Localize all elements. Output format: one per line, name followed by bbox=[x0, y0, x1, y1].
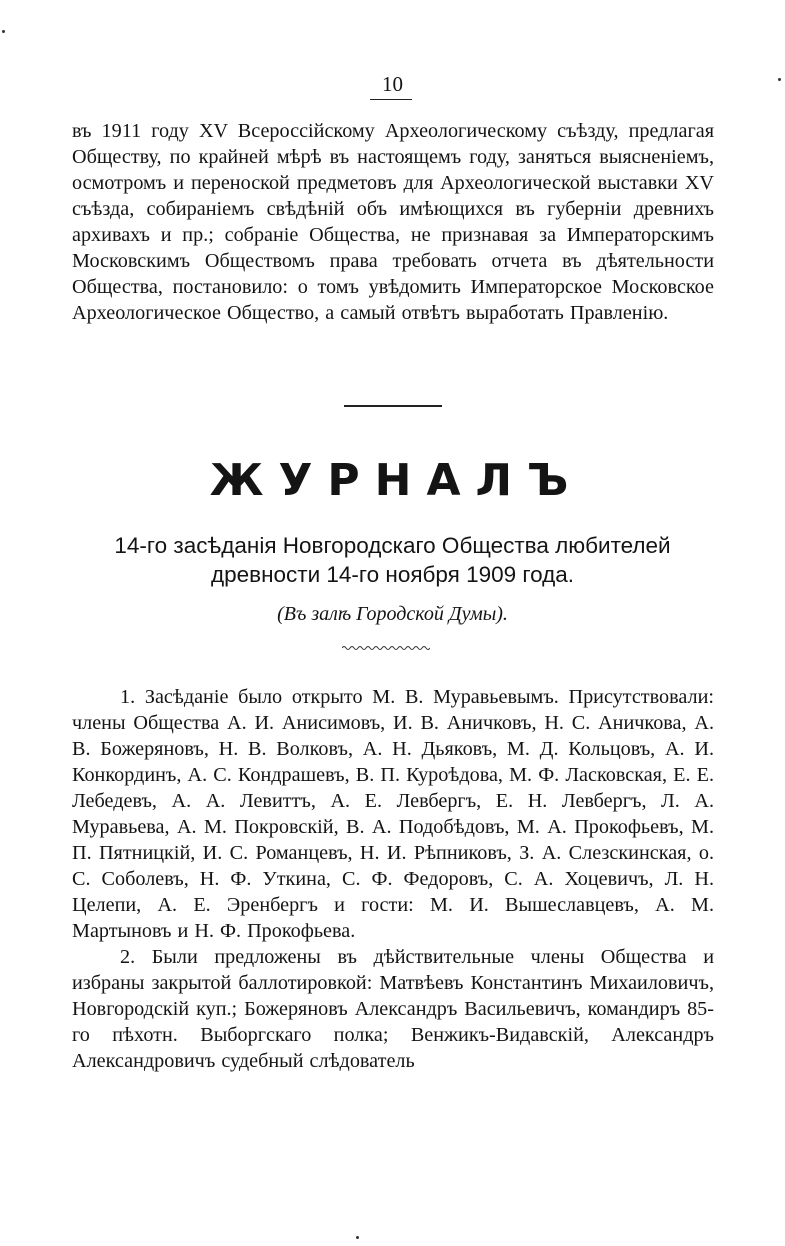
journal-subtitle bbox=[0, 531, 785, 589]
journal-title: ЖУРНАЛЪ bbox=[209, 455, 584, 506]
page-number-underline bbox=[370, 99, 412, 100]
page-number: 10 bbox=[382, 72, 403, 96]
minutes-block bbox=[72, 684, 714, 1074]
wavy-divider bbox=[342, 645, 430, 651]
section-divider bbox=[344, 405, 442, 407]
scan-speck bbox=[2, 30, 5, 33]
intro-paragraph-block bbox=[72, 118, 714, 326]
minutes-paragraph-1: 1. Засѣданіе было открыто М. В. Муравьевымъ. Присутствовали: члены Общества А. И. Анисимовъ, И. В. Аничковъ, Н. С. Аничкова, А. В. Божеряновъ, Н. В. Волковъ, А. Н. Дьяковъ, М. Д. Кольцовъ, А. И. Конкординъ, А. С. Кондрашевъ, В. П. Куроѣдова, М. Ф. Ласковская, Е. Е. Лебедевъ, А. А. Левиттъ, А. Е. Левбергъ, Е. Н. Левбергъ, Л. А. Муравьева, А. М. Покровскій, В. А. Подобѣдовъ, М. А. Прокофьевъ, М. П. Пятницкій, И. С. Романцевъ, Н. И. Рѣпниковъ, З. А. Слезскинская, о. С. Соболевъ, Н. Ф. Уткина, С. Ф. Федоровъ, С. А. Хоцевичъ, Л. Н. Целепи, А. Е. Эренбергъ и гости: М. И. Вышеславцевъ, А. М. Мартыновъ и Н. Ф. Прокофьева. bbox=[72, 686, 714, 942]
intro-paragraph: въ 1911 году XV Всероссійскому Археологическому съѣзду, предлагая Обществу, по крайней мѣрѣ въ настоящемъ году, заняться выясненіемъ, осмотромъ и переноской предметовъ для Археологической выставки XV съѣзда, собираніемъ свѣдѣній объ имѣющихся въ губерніи древнихъ архивахъ и пр.; собраніе Общества, не признавая за Императорскимъ Московскимъ Обществомъ права требовать отчета въ дѣятельности Общества, постановило: о томъ увѣдомить Императорское Московское Археологическое Общество, а самый отвѣтъ выработать Правленію. bbox=[72, 120, 714, 324]
scan-speck bbox=[356, 1236, 359, 1239]
scan-speck bbox=[778, 78, 781, 81]
journal-subtitle-line-1: 14-го засѣданія Новгородскаго Общества любителей bbox=[114, 533, 671, 558]
meeting-location: (Въ залѣ Городской Думы). bbox=[277, 603, 508, 625]
minutes-paragraph-2: 2. Были предложены въ дѣйствительные члены Общества и избраны закрытой баллотировкой: Матвѣевъ Константинъ Михаиловичъ, Новгородскій куп.; Божеряновъ Александръ Васильевичъ, командиръ 85-го пѣхотн. Выборгскаго полка; Венжикъ-Видавскій, Александръ Александровичъ судебный слѣдователь bbox=[72, 946, 714, 1072]
journal-subtitle-line-2: древности 14-го ноября 1909 года. bbox=[210, 562, 575, 587]
